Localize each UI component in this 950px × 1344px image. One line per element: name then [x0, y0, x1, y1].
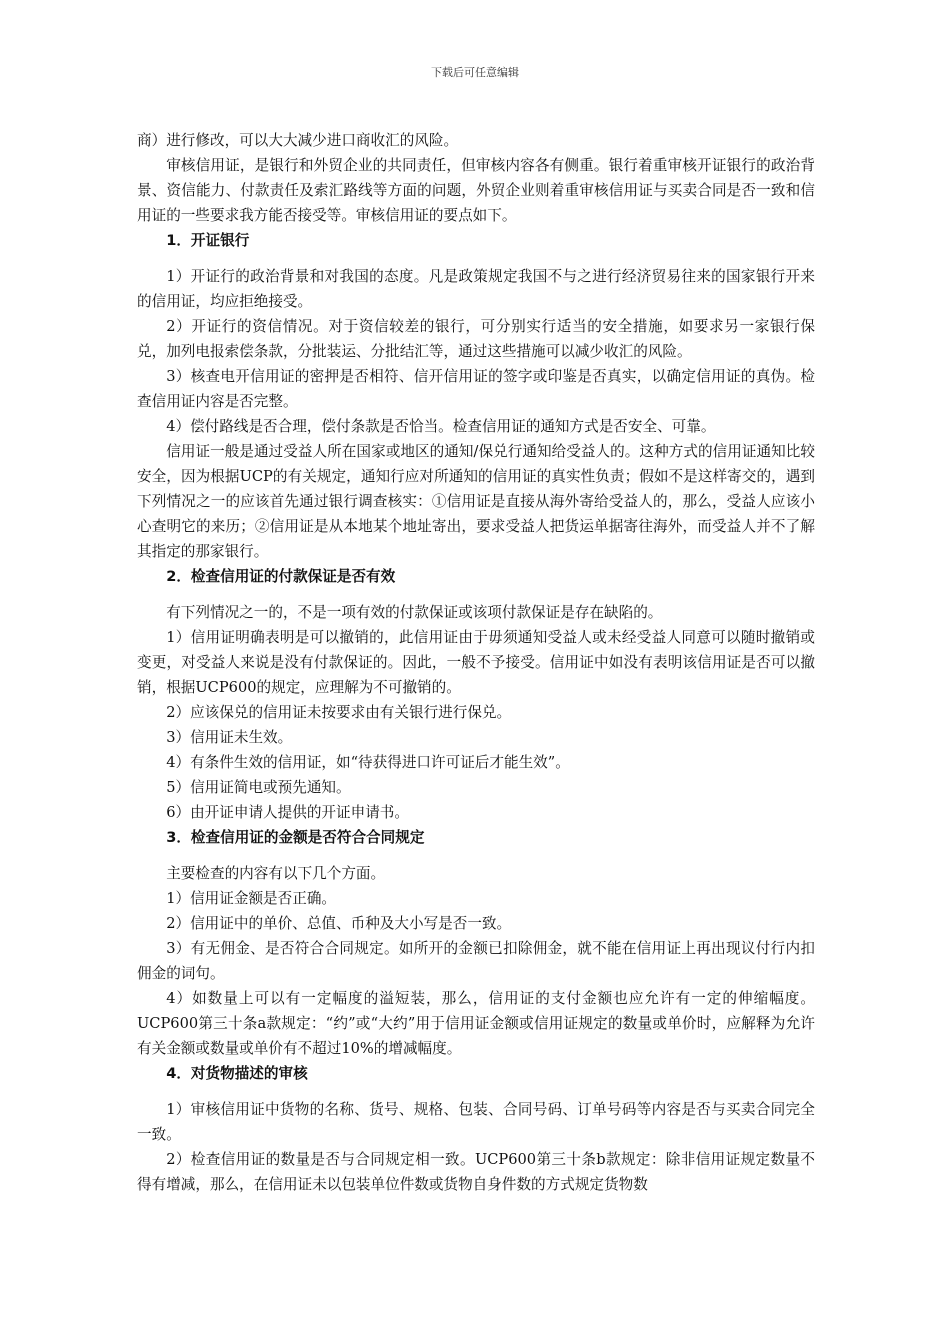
section-heading: 3．检查信用证的金额是否符合合同规定: [166, 829, 425, 846]
section-heading: 2．检查信用证的付款保证是否有效: [166, 568, 396, 585]
paragraph: 2）应该保兑的信用证未按要求由有关银行进行保兑。: [166, 704, 512, 721]
paragraph: 4）有条件生效的信用证，如“待获得进口许可证后才能生效”。: [166, 754, 570, 771]
paragraph: 商）进行修改，可以大大减少进口商收汇的风险。: [137, 132, 459, 149]
document-body: [137, 128, 815, 1197]
paragraph: 3）有无佣金、是否符合合同规定。如所开的金额已扣除佣金，就不能在信用证上再出现议付行内扣佣金的词句。: [137, 940, 815, 982]
paragraph: 3）信用证未生效。: [166, 729, 293, 746]
paragraph: 3）核查电开信用证的密押是否相符、信开信用证的签字或印鉴是否真实，以确定信用证的真伪。检查信用证内容是否完整。: [137, 368, 815, 410]
paragraph: 5）信用证简电或预先通知。: [166, 779, 351, 796]
page-header: 下载后可任意编辑: [431, 66, 519, 79]
paragraph: 有下列情况之一的，不是一项有效的付款保证或该项付款保证是存在缺陷的。: [166, 604, 663, 621]
paragraph: 4）偿付路线是否合理，偿付条款是否恰当。检查信用证的通知方式是否安全、可靠。: [166, 418, 716, 435]
paragraph: 4）如数量上可以有一定幅度的溢短装，那么，信用证的支付金额也应允许有一定的伸缩幅度。UCP600第三十条a款规定：“约”或“大约”用于信用证金额或信用证规定的数量或单价时，应解释为允许有关金额或数量或单价有不超过10%的增减幅度。: [137, 990, 815, 1057]
section-heading: 4．对货物描述的审核: [166, 1065, 308, 1082]
paragraph: 2）检查信用证的数量是否与合同规定相一致。UCP600第三十条b款规定：除非信用证规定数量不得有增减，那么，在信用证未以包装单位件数或货物自身件数的方式规定货物数: [137, 1151, 815, 1193]
paragraph: 6）由开证申请人提供的开证申请书。: [166, 804, 409, 821]
paragraph: 2）开证行的资信情况。对于资信较差的银行，可分别实行适当的安全措施，如要求另一家银行保兑，加列电报索偿条款，分批装运、分批结汇等，通过这些措施可以减少收汇的风险。: [137, 318, 815, 360]
paragraph: 2）信用证中的单价、总值、币种及大小写是否一致。: [166, 915, 512, 932]
section-heading: 1．开证银行: [166, 232, 250, 249]
paragraph: 1）信用证金额是否正确。: [166, 890, 337, 907]
paragraph: 审核信用证，是银行和外贸企业的共同责任，但审核内容各有侧重。银行着重审核开证银行的政治背景、资信能力、付款责任及索汇路线等方面的问题，外贸企业则着重审核信用证与买卖合同是否一致和信用证的一些要求我方能否接受等。审核信用证的要点如下。: [137, 157, 815, 224]
paragraph: 1）审核信用证中货物的名称、货号、规格、包装、合同号码、订单号码等内容是否与买卖合同完全一致。: [137, 1101, 815, 1143]
paragraph: 主要检查的内容有以下几个方面。: [166, 865, 386, 882]
paragraph: 信用证一般是通过受益人所在国家或地区的通知/保兑行通知给受益人的。这种方式的信用证通知比较安全，因为根据UCP的有关规定，通知行应对所通知的信用证的真实性负责；假如不是这样寄交的，遇到下列情况之一的应该首先通过银行调查核实：①信用证是直接从海外寄给受益人的，那么，受益人应该小心查明它的来历；②信用证是从本地某个地址寄出，要求受益人把货运单据寄往海外，而受益人并不了解其指定的那家银行。: [137, 443, 815, 560]
paragraph: 1）信用证明确表明是可以撤销的，此信用证由于毋须通知受益人或未经受益人同意可以随时撤销或变更，对受益人来说是没有付款保证的。因此，一般不予接受。信用证中如没有表明该信用证是否可以撤销，根据UCP600的规定，应理解为不可撤销的。: [137, 629, 815, 696]
paragraph: 1）开证行的政治背景和对我国的态度。凡是政策规定我国不与之进行经济贸易往来的国家银行开来的信用证，均应拒绝接受。: [137, 268, 815, 310]
